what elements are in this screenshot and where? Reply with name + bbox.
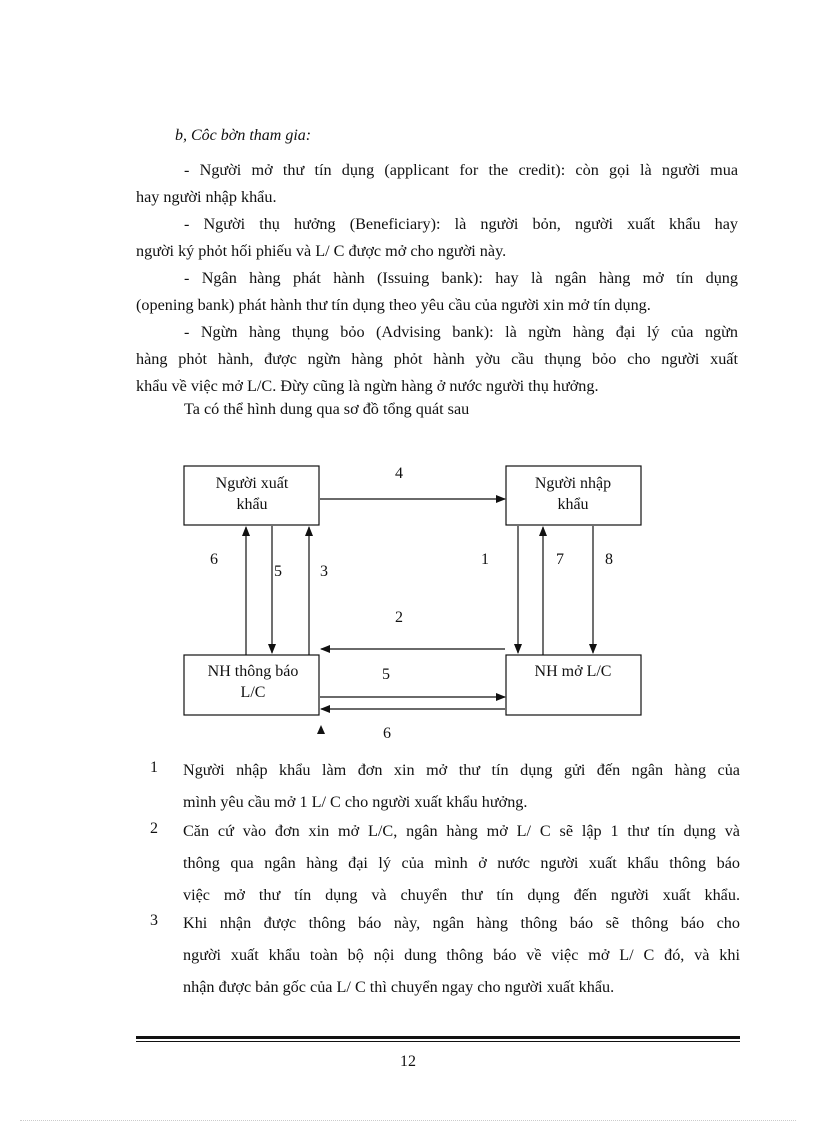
- arrow-label-1: 1: [481, 551, 489, 568]
- paragraph-line: (opening bank) phát hành thư tín dụng theo yêu cầu của người xin mở tín dụng.: [136, 296, 651, 314]
- arrow-label-2: 2: [395, 609, 403, 626]
- list-item-line: nhận được bản gốc của L/ C thì chuyển ngay cho người xuất khẩu.: [183, 978, 615, 996]
- arrow-label-6-bottom: 6: [383, 725, 391, 742]
- paragraph-line: - Người mở thư tín dụng (applicant for the credit): còn gọi là người mua: [184, 161, 738, 179]
- list-item-line: Người nhập khẩu làm đơn xin mở thư tín dụng gửi đến ngân hàng của: [183, 761, 740, 779]
- paragraph-line: - Ngân hàng phát hành (Issuing bank): hay là ngân hàng mở tín dụng: [184, 269, 738, 287]
- paragraph-line: hay người nhập khẩu.: [136, 188, 277, 206]
- paragraph-line: - Ngừn hàng thụng bỏo (Advising bank): là ngừn hàng đại lý của ngừn: [184, 323, 738, 341]
- list-item-line: mình yêu cầu mở 1 L/ C cho người xuất khẩu hưởng.: [183, 793, 528, 811]
- importer-label-line1: Người nhập: [534, 475, 612, 492]
- list-item-number: 1: [150, 759, 158, 776]
- arrow-label-7: 7: [556, 551, 564, 568]
- advising-bank-label-line1: NH thông báo: [207, 663, 299, 680]
- arrow-label-8: 8: [605, 551, 613, 568]
- list-item-number: 3: [150, 912, 158, 929]
- list-item-line: việc mở thư tín dụng và chuyển thư tín dụng đến người xuất khẩu.: [183, 886, 740, 904]
- list-item-line: thông qua ngân hàng đại lý của mình ở nước người xuất khẩu thông báo: [183, 854, 740, 872]
- footer-rule-thick: [136, 1036, 740, 1039]
- stray-arrowhead: [317, 725, 325, 734]
- list-item-line: Khi nhận được thông báo này, ngân hàng thông báo sẽ thông báo cho: [183, 914, 740, 932]
- paragraph-line: khẩu về việc mở L/C. Đừy cũng là ngừn hàng ở nước người thụ hưởng.: [136, 377, 599, 395]
- advising-bank-label-line2: L/C: [240, 684, 266, 701]
- paragraph-line: - Người thụ hưởng (Beneficiary): là người bỏn, người xuất khẩu hay: [184, 215, 738, 233]
- list-item-line: người xuất khẩu toàn bộ nội dung thông báo về việc mở L/ C đó, và khi: [183, 946, 740, 964]
- exporter-label-line1: Người xuất: [215, 475, 289, 492]
- arrow-label-3: 3: [320, 563, 328, 580]
- list-item-number: 2: [150, 820, 158, 837]
- footer-rule-thin: [136, 1041, 740, 1042]
- paragraph-line: người ký phỏt hối phiếu và L/ C được mở cho người này.: [136, 242, 507, 260]
- exporter-label-line2: khẩu: [236, 496, 268, 513]
- importer-label-line2: khẩu: [557, 496, 589, 513]
- diagram-intro: Ta có thể hình dung qua sơ đồ tổng quát sau: [184, 400, 470, 418]
- arrow-label-5-middle: 5: [382, 666, 390, 683]
- page-number: 12: [400, 1053, 416, 1070]
- page-bottom-border: [20, 1120, 796, 1121]
- paragraph-line: hàng phỏt hành, được ngừn hàng phỏt hành yờu cầu thụng bỏo cho người xuất: [136, 350, 738, 368]
- list-item-line: Căn cứ vào đơn xin mở L/C, ngân hàng mở L/ C sẽ lập 1 thư tín dụng và: [183, 822, 740, 840]
- section-heading: b, Côc bờn tham gia:: [175, 127, 312, 144]
- arrow-label-5-left: 5: [274, 563, 282, 580]
- arrow-label-4: 4: [395, 465, 403, 482]
- issuing-bank-label: NH mở L/C: [534, 663, 612, 680]
- arrow-label-6-left: 6: [210, 551, 218, 568]
